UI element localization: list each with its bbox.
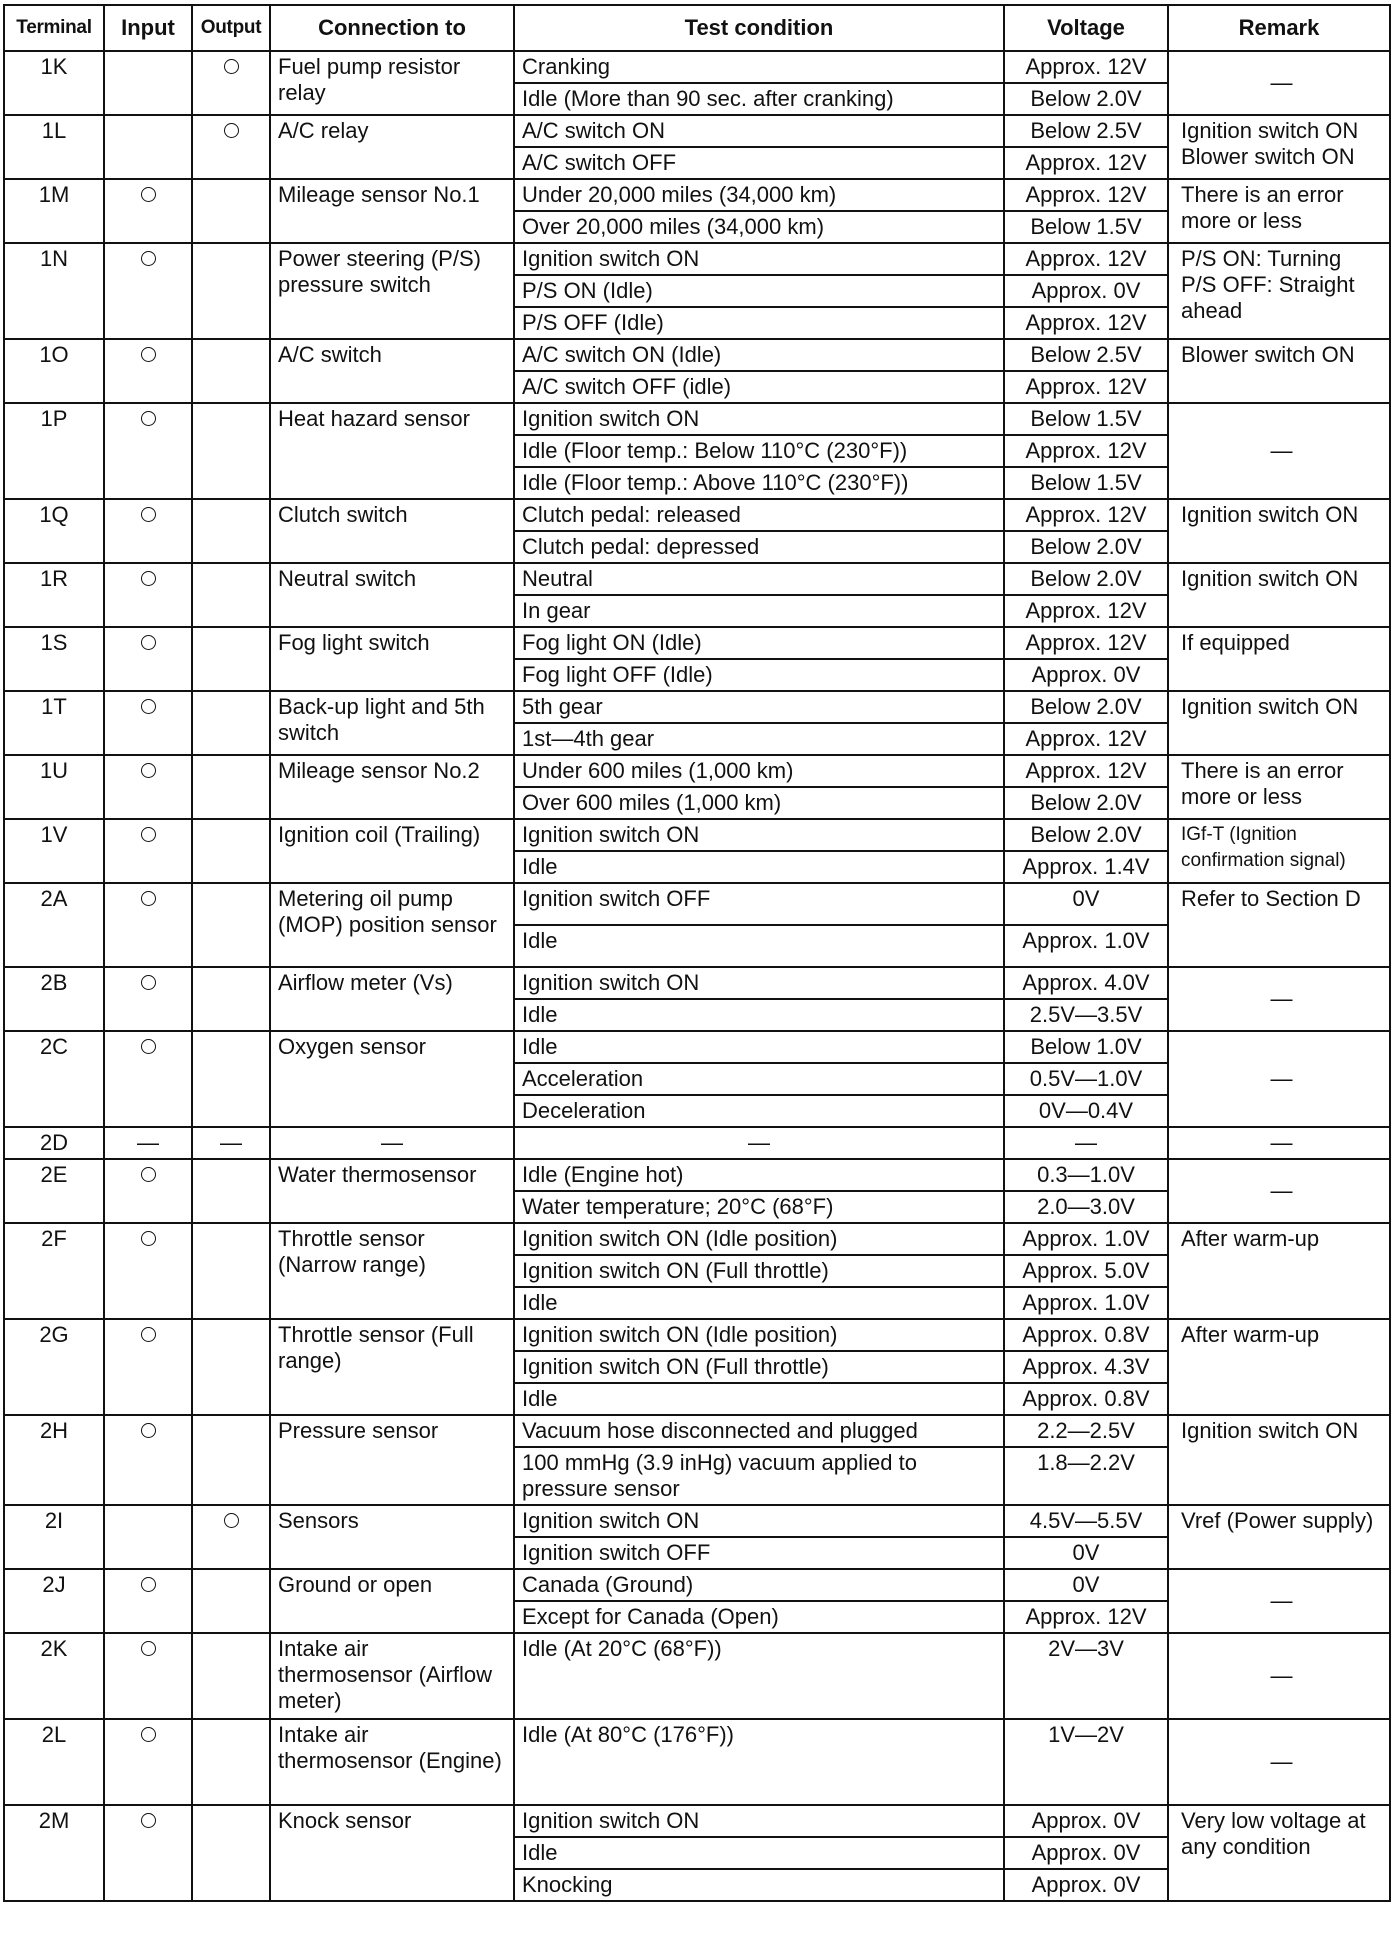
- remark-cell: There is an error more or less: [1168, 755, 1390, 819]
- remark-cell: —: [1168, 1633, 1390, 1719]
- condition-cell: P/S OFF (Idle): [514, 307, 1004, 339]
- condition-cell: Ignition switch ON (Idle position): [514, 1223, 1004, 1255]
- terminal-cell: 2K: [4, 1633, 104, 1719]
- voltage-cell: Approx. 12V: [1004, 147, 1168, 179]
- input-mark-icon: [141, 1641, 156, 1656]
- output-cell: [192, 691, 270, 755]
- terminal-cell: 2E: [4, 1159, 104, 1223]
- voltage-cell: 2.5V—3.5V: [1004, 999, 1168, 1031]
- table-row: [4, 755, 1390, 787]
- voltage-cell: Below 1.5V: [1004, 467, 1168, 499]
- terminal-cell: 2H: [4, 1415, 104, 1505]
- voltage-cell: Below 2.0V: [1004, 83, 1168, 115]
- voltage-cell: Approx. 1.4V: [1004, 851, 1168, 883]
- voltage-cell: 0V: [1004, 883, 1168, 925]
- remark-cell: IGf-T (Ignition confirmation signal): [1168, 819, 1390, 883]
- voltage-cell: Approx. 12V: [1004, 499, 1168, 531]
- connection-cell: Intake air thermosensor (Engine): [270, 1719, 514, 1805]
- connection-cell: Throttle sensor (Full range): [270, 1319, 514, 1415]
- voltage-cell: Below 2.5V: [1004, 339, 1168, 371]
- output-cell: [192, 1319, 270, 1415]
- connection-cell: A/C switch: [270, 339, 514, 403]
- output-cell: [192, 499, 270, 563]
- terminal-cell: 1T: [4, 691, 104, 755]
- input-mark-icon: [141, 1813, 156, 1828]
- voltage-cell: Approx. 1.0V: [1004, 1287, 1168, 1319]
- voltage-cell: Approx. 12V: [1004, 371, 1168, 403]
- input-mark-icon: [141, 635, 156, 650]
- condition-cell: Ignition switch ON: [514, 1805, 1004, 1837]
- header-remark: Remark: [1168, 5, 1390, 51]
- output-mark-icon: [224, 59, 239, 74]
- terminal-cell: 1Q: [4, 499, 104, 563]
- condition-cell: Idle (At 20°C (68°F)): [514, 1633, 1004, 1719]
- header-row: [4, 5, 1390, 51]
- terminal-cell: 1M: [4, 179, 104, 243]
- condition-cell: 5th gear: [514, 691, 1004, 723]
- voltage-cell: Approx. 4.3V: [1004, 1351, 1168, 1383]
- terminal-cell: 2J: [4, 1569, 104, 1633]
- input-mark-icon: [141, 975, 156, 990]
- output-cell: —: [192, 1127, 270, 1159]
- input-cell: [104, 1719, 192, 1805]
- voltage-cell: 1V—2V: [1004, 1719, 1168, 1805]
- terminal-cell: 1K: [4, 51, 104, 115]
- remark-cell: —: [1168, 1719, 1390, 1805]
- input-cell: [104, 1415, 192, 1505]
- header-terminal: Terminal: [4, 5, 104, 51]
- input-cell: [104, 1031, 192, 1127]
- condition-cell: Knocking: [514, 1869, 1004, 1901]
- terminal-cell: 2B: [4, 967, 104, 1031]
- output-cell: [192, 1805, 270, 1901]
- output-cell: [192, 51, 270, 115]
- input-mark-icon: [141, 1727, 156, 1742]
- condition-cell: Clutch pedal: released: [514, 499, 1004, 531]
- connection-cell: —: [270, 1127, 514, 1159]
- voltage-cell: Approx. 0.8V: [1004, 1383, 1168, 1415]
- condition-cell: Idle (Floor temp.: Above 110°C (230°F)): [514, 467, 1004, 499]
- condition-cell: —: [514, 1127, 1004, 1159]
- condition-cell: Neutral: [514, 563, 1004, 595]
- condition-cell: Ignition switch ON: [514, 1505, 1004, 1537]
- output-cell: [192, 563, 270, 627]
- condition-cell: A/C switch OFF: [514, 147, 1004, 179]
- input-mark-icon: [141, 347, 156, 362]
- table-row: [4, 1805, 1390, 1837]
- table-row: [4, 1127, 1390, 1159]
- connection-cell: Pressure sensor: [270, 1415, 514, 1505]
- voltage-cell: Approx. 12V: [1004, 1601, 1168, 1633]
- input-cell: —: [104, 1127, 192, 1159]
- voltage-cell: Below 2.0V: [1004, 563, 1168, 595]
- terminal-cell: 1N: [4, 243, 104, 339]
- output-cell: [192, 1569, 270, 1633]
- output-cell: [192, 339, 270, 403]
- condition-cell: Idle (Floor temp.: Below 110°C (230°F)): [514, 435, 1004, 467]
- remark-cell: Vref (Power supply): [1168, 1505, 1390, 1569]
- table-row: [4, 691, 1390, 723]
- voltage-cell: Approx. 0V: [1004, 1837, 1168, 1869]
- voltage-cell: Approx. 0V: [1004, 1805, 1168, 1837]
- input-mark-icon: [141, 1423, 156, 1438]
- voltage-cell: Approx. 12V: [1004, 51, 1168, 83]
- terminal-cell: 2D: [4, 1127, 104, 1159]
- output-cell: [192, 1633, 270, 1719]
- condition-cell: P/S ON (Idle): [514, 275, 1004, 307]
- table-body: [4, 51, 1390, 1901]
- input-cell: [104, 1505, 192, 1569]
- table-row: [4, 1569, 1390, 1601]
- remark-cell: Ignition switch ON: [1168, 691, 1390, 755]
- remark-cell: Blower switch ON: [1168, 339, 1390, 403]
- condition-cell: Except for Canada (Open): [514, 1601, 1004, 1633]
- condition-cell: Cranking: [514, 51, 1004, 83]
- table-row: [4, 627, 1390, 659]
- terminal-cell: 1L: [4, 115, 104, 179]
- output-mark-icon: [224, 1513, 239, 1528]
- voltage-cell: Below 2.0V: [1004, 819, 1168, 851]
- remark-cell: Ignition switch ON: [1168, 563, 1390, 627]
- output-cell: [192, 627, 270, 691]
- output-cell: [192, 1415, 270, 1505]
- condition-cell: Vacuum hose disconnected and plugged: [514, 1415, 1004, 1447]
- voltage-cell: Below 2.0V: [1004, 691, 1168, 723]
- voltage-cell: Approx. 12V: [1004, 435, 1168, 467]
- remark-cell: —: [1168, 1569, 1390, 1633]
- input-mark-icon: [141, 571, 156, 586]
- voltage-cell: Approx. 12V: [1004, 723, 1168, 755]
- terminal-cell: 1P: [4, 403, 104, 499]
- table-row: [4, 1633, 1390, 1719]
- table-row: [4, 339, 1390, 371]
- output-cell: [192, 403, 270, 499]
- connection-cell: Water thermosensor: [270, 1159, 514, 1223]
- condition-cell: Fog light ON (Idle): [514, 627, 1004, 659]
- terminal-cell: 2C: [4, 1031, 104, 1127]
- input-cell: [104, 1569, 192, 1633]
- connection-cell: Ground or open: [270, 1569, 514, 1633]
- connection-cell: Mileage sensor No.1: [270, 179, 514, 243]
- voltage-cell: Approx. 0.8V: [1004, 1319, 1168, 1351]
- input-cell: [104, 691, 192, 755]
- table-row: [4, 883, 1390, 925]
- connection-cell: Ignition coil (Trailing): [270, 819, 514, 883]
- remark-cell: —: [1168, 1031, 1390, 1127]
- remark-cell: —: [1168, 51, 1390, 115]
- condition-cell: Under 20,000 miles (34,000 km): [514, 179, 1004, 211]
- condition-cell: A/C switch ON: [514, 115, 1004, 147]
- connection-cell: Fuel pump resistor relay: [270, 51, 514, 115]
- table-row: [4, 403, 1390, 435]
- condition-cell: Ignition switch ON: [514, 967, 1004, 999]
- header-input: Input: [104, 5, 192, 51]
- terminal-cell: 2F: [4, 1223, 104, 1319]
- input-cell: [104, 883, 192, 967]
- input-mark-icon: [141, 1327, 156, 1342]
- condition-cell: A/C switch ON (Idle): [514, 339, 1004, 371]
- voltage-cell: Below 2.5V: [1004, 115, 1168, 147]
- condition-cell: Deceleration: [514, 1095, 1004, 1127]
- table-row: [4, 1031, 1390, 1063]
- voltage-cell: Approx. 12V: [1004, 179, 1168, 211]
- voltage-cell: Below 1.0V: [1004, 1031, 1168, 1063]
- condition-cell: Under 600 miles (1,000 km): [514, 755, 1004, 787]
- voltage-cell: Below 1.5V: [1004, 211, 1168, 243]
- output-cell: [192, 1223, 270, 1319]
- voltage-cell: Approx. 12V: [1004, 243, 1168, 275]
- connection-cell: Throttle sensor (Narrow range): [270, 1223, 514, 1319]
- output-cell: [192, 883, 270, 967]
- terminal-cell: 2L: [4, 1719, 104, 1805]
- condition-cell: Clutch pedal: depressed: [514, 531, 1004, 563]
- table-row: [4, 1223, 1390, 1255]
- terminal-cell: 1S: [4, 627, 104, 691]
- voltage-cell: 2.2—2.5V: [1004, 1415, 1168, 1447]
- condition-cell: Idle (Engine hot): [514, 1159, 1004, 1191]
- output-cell: [192, 1159, 270, 1223]
- voltage-cell: 0.3—1.0V: [1004, 1159, 1168, 1191]
- voltage-cell: 2V—3V: [1004, 1633, 1168, 1719]
- condition-cell: Idle (More than 90 sec. after cranking): [514, 83, 1004, 115]
- remark-cell: After warm-up: [1168, 1223, 1390, 1319]
- input-mark-icon: [141, 1039, 156, 1054]
- output-cell: [192, 1031, 270, 1127]
- input-cell: [104, 755, 192, 819]
- output-cell: [192, 819, 270, 883]
- table-row: [4, 499, 1390, 531]
- table-row: [4, 819, 1390, 851]
- connection-cell: Airflow meter (Vs): [270, 967, 514, 1031]
- condition-cell: Idle: [514, 851, 1004, 883]
- terminal-voltage-table: [3, 4, 1391, 1902]
- connection-cell: A/C relay: [270, 115, 514, 179]
- remark-cell: There is an error more or less: [1168, 179, 1390, 243]
- condition-cell: Ignition switch OFF: [514, 883, 1004, 925]
- voltage-cell: 4.5V—5.5V: [1004, 1505, 1168, 1537]
- output-cell: [192, 115, 270, 179]
- remark-cell: Ignition switch ON Blower switch ON: [1168, 115, 1390, 179]
- condition-cell: Ignition switch ON: [514, 403, 1004, 435]
- input-cell: [104, 1159, 192, 1223]
- terminal-cell: 1R: [4, 563, 104, 627]
- table-header: [4, 5, 1390, 51]
- voltage-cell: Approx. 1.0V: [1004, 1223, 1168, 1255]
- input-cell: [104, 1223, 192, 1319]
- input-cell: [104, 1319, 192, 1415]
- output-cell: [192, 755, 270, 819]
- condition-cell: Idle (At 80°C (176°F)): [514, 1719, 1004, 1805]
- remark-cell: —: [1168, 1127, 1390, 1159]
- table-row: [4, 967, 1390, 999]
- output-cell: [192, 967, 270, 1031]
- connection-cell: Fog light switch: [270, 627, 514, 691]
- table-row: [4, 51, 1390, 83]
- terminal-voltage-table-wrap: [3, 4, 1389, 1902]
- condition-cell: Ignition switch ON: [514, 243, 1004, 275]
- table-row: [4, 1505, 1390, 1537]
- voltage-cell: 2.0—3.0V: [1004, 1191, 1168, 1223]
- voltage-cell: Approx. 0V: [1004, 1869, 1168, 1901]
- voltage-cell: Approx. 12V: [1004, 307, 1168, 339]
- condition-cell: Ignition switch ON (Full throttle): [514, 1351, 1004, 1383]
- terminal-cell: 1V: [4, 819, 104, 883]
- remark-cell: Ignition switch ON: [1168, 1415, 1390, 1505]
- remark-cell: Ignition switch ON: [1168, 499, 1390, 563]
- table-row: [4, 115, 1390, 147]
- condition-cell: Canada (Ground): [514, 1569, 1004, 1601]
- input-cell: [104, 243, 192, 339]
- input-mark-icon: [141, 763, 156, 778]
- connection-cell: Mileage sensor No.2: [270, 755, 514, 819]
- terminal-cell: 2I: [4, 1505, 104, 1569]
- connection-cell: Oxygen sensor: [270, 1031, 514, 1127]
- remark-cell: Very low voltage at any condition: [1168, 1805, 1390, 1901]
- connection-cell: Intake air thermosensor (Airflow meter): [270, 1633, 514, 1719]
- condition-cell: Ignition switch OFF: [514, 1537, 1004, 1569]
- condition-cell: Fog light OFF (Idle): [514, 659, 1004, 691]
- condition-cell: Idle: [514, 1031, 1004, 1063]
- voltage-cell: 0.5V—1.0V: [1004, 1063, 1168, 1095]
- output-cell: [192, 1505, 270, 1569]
- table-row: [4, 1159, 1390, 1191]
- voltage-cell: Approx. 12V: [1004, 627, 1168, 659]
- terminal-cell: 2G: [4, 1319, 104, 1415]
- input-cell: [104, 499, 192, 563]
- input-mark-icon: [141, 411, 156, 426]
- connection-cell: Metering oil pump (MOP) position sensor: [270, 883, 514, 967]
- input-cell: [104, 115, 192, 179]
- table-row: [4, 1319, 1390, 1351]
- condition-cell: Ignition switch ON (Idle position): [514, 1319, 1004, 1351]
- connection-cell: Neutral switch: [270, 563, 514, 627]
- voltage-cell: Below 1.5V: [1004, 403, 1168, 435]
- voltage-cell: 0V—0.4V: [1004, 1095, 1168, 1127]
- terminal-cell: 2M: [4, 1805, 104, 1901]
- condition-cell: Idle: [514, 1287, 1004, 1319]
- condition-cell: Ignition switch ON (Full throttle): [514, 1255, 1004, 1287]
- condition-cell: Idle: [514, 1383, 1004, 1415]
- input-cell: [104, 1805, 192, 1901]
- connection-cell: Back-up light and 5th switch: [270, 691, 514, 755]
- condition-cell: In gear: [514, 595, 1004, 627]
- input-cell: [104, 403, 192, 499]
- table-row: [4, 179, 1390, 211]
- connection-cell: Knock sensor: [270, 1805, 514, 1901]
- condition-cell: Idle: [514, 999, 1004, 1031]
- input-cell: [104, 1633, 192, 1719]
- terminal-cell: 1U: [4, 755, 104, 819]
- input-mark-icon: [141, 1231, 156, 1246]
- voltage-cell: Approx. 0V: [1004, 275, 1168, 307]
- output-cell: [192, 243, 270, 339]
- input-cell: [104, 967, 192, 1031]
- condition-cell: Acceleration: [514, 1063, 1004, 1095]
- condition-cell: 1st—4th gear: [514, 723, 1004, 755]
- condition-cell: 100 mmHg (3.9 inHg) vacuum applied to pressure sensor: [514, 1447, 1004, 1505]
- terminal-cell: 1O: [4, 339, 104, 403]
- input-cell: [104, 51, 192, 115]
- header-output: Output: [192, 5, 270, 51]
- voltage-cell: Approx. 1.0V: [1004, 925, 1168, 967]
- voltage-cell: Approx. 0V: [1004, 659, 1168, 691]
- remark-cell: P/S ON: Turning P/S OFF: Straight ahead: [1168, 243, 1390, 339]
- remark-cell: —: [1168, 403, 1390, 499]
- input-mark-icon: [141, 187, 156, 202]
- voltage-cell: Below 2.0V: [1004, 787, 1168, 819]
- output-cell: [192, 179, 270, 243]
- input-cell: [104, 179, 192, 243]
- connection-cell: Heat hazard sensor: [270, 403, 514, 499]
- output-mark-icon: [224, 123, 239, 138]
- voltage-cell: 0V: [1004, 1537, 1168, 1569]
- input-mark-icon: [141, 251, 156, 266]
- table-row: [4, 243, 1390, 275]
- input-mark-icon: [141, 827, 156, 842]
- input-cell: [104, 563, 192, 627]
- remark-cell: —: [1168, 967, 1390, 1031]
- input-mark-icon: [141, 1577, 156, 1592]
- input-mark-icon: [141, 891, 156, 906]
- header-voltage: Voltage: [1004, 5, 1168, 51]
- output-cell: [192, 1719, 270, 1805]
- voltage-cell: 1.8—2.2V: [1004, 1447, 1168, 1505]
- header-condition: Test condition: [514, 5, 1004, 51]
- terminal-cell: 2A: [4, 883, 104, 967]
- input-mark-icon: [141, 699, 156, 714]
- condition-cell: Idle: [514, 925, 1004, 967]
- remark-cell: If equipped: [1168, 627, 1390, 691]
- voltage-cell: Approx. 12V: [1004, 755, 1168, 787]
- condition-cell: Idle: [514, 1837, 1004, 1869]
- remark-cell: After warm-up: [1168, 1319, 1390, 1415]
- input-mark-icon: [141, 1167, 156, 1182]
- voltage-cell: 0V: [1004, 1569, 1168, 1601]
- voltage-cell: Approx. 5.0V: [1004, 1255, 1168, 1287]
- input-cell: [104, 627, 192, 691]
- voltage-cell: Approx. 12V: [1004, 595, 1168, 627]
- condition-cell: Water temperature; 20°C (68°F): [514, 1191, 1004, 1223]
- condition-cell: A/C switch OFF (idle): [514, 371, 1004, 403]
- table-row: [4, 1415, 1390, 1447]
- voltage-cell: Below 2.0V: [1004, 531, 1168, 563]
- input-cell: [104, 819, 192, 883]
- input-cell: [104, 339, 192, 403]
- table-row: [4, 563, 1390, 595]
- connection-cell: Clutch switch: [270, 499, 514, 563]
- remark-cell: Refer to Section D: [1168, 883, 1390, 967]
- voltage-cell: —: [1004, 1127, 1168, 1159]
- table-row: [4, 1719, 1390, 1805]
- header-connection: Connection to: [270, 5, 514, 51]
- condition-cell: Over 600 miles (1,000 km): [514, 787, 1004, 819]
- input-mark-icon: [141, 507, 156, 522]
- voltage-cell: Approx. 4.0V: [1004, 967, 1168, 999]
- condition-cell: Ignition switch ON: [514, 819, 1004, 851]
- remark-cell: —: [1168, 1159, 1390, 1223]
- connection-cell: Power steering (P/S) pressure switch: [270, 243, 514, 339]
- condition-cell: Over 20,000 miles (34,000 km): [514, 211, 1004, 243]
- connection-cell: Sensors: [270, 1505, 514, 1569]
